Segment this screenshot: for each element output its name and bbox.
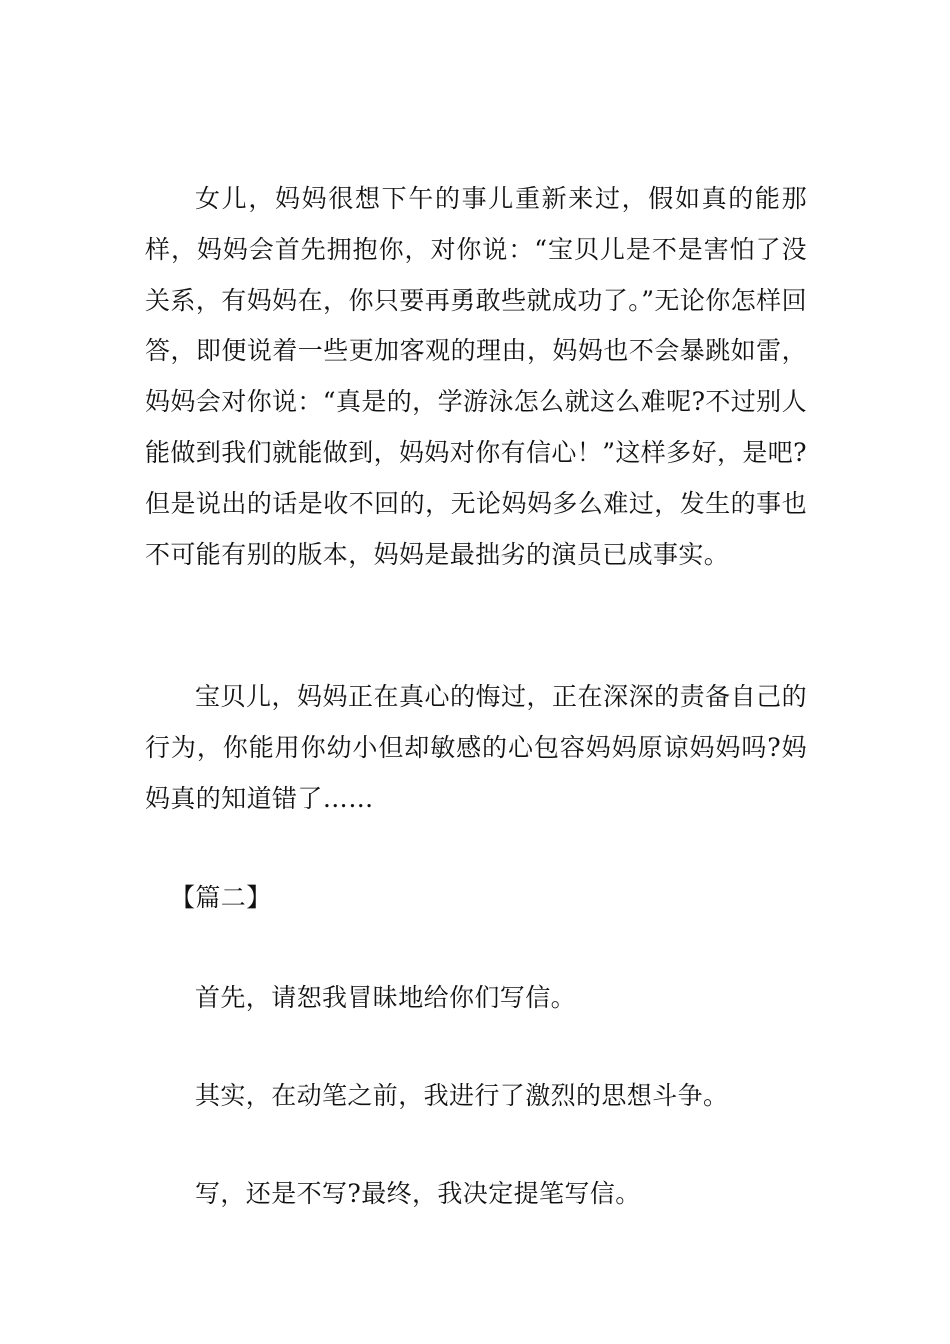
body-line: 写，还是不写?最终，我决定提笔写信。 <box>195 1179 641 1208</box>
section-heading: 【篇二】 <box>170 883 272 912</box>
body-paragraph: 宝贝儿，妈妈正在真心的悔过，正在深深的责备自己的行为，你能用你幼小但却敏感的心包容妈妈原谅妈妈吗?妈妈真的知道错了…… <box>145 682 807 813</box>
body-line: 其实，在动笔之前，我进行了激烈的思想斗争。 <box>195 1081 729 1110</box>
body-paragraph: 女儿，妈妈很想下午的事儿重新来过，假如真的能那样，妈妈会首先拥抱你，对你说：“宝贝儿是不是害怕了没关系，有妈妈在，你只要再勇敢些就成功了。”无论你怎样回答，即便说着一些更加客观的理由，妈妈也不会暴跳如雷，妈妈会对你说：“真是的，学游泳怎么就这么难呢?不过别人能做到我们就能做到，妈妈对你有信心！”这样多好，是吧?但是说出的话是收不回的，无论妈妈多么难过，发生的事也不可能有别的版本，妈妈是最拙劣的演员已成事实。 <box>145 184 807 569</box>
body-line: 首先，请恕我冒昧地给你们写信。 <box>195 983 577 1012</box>
